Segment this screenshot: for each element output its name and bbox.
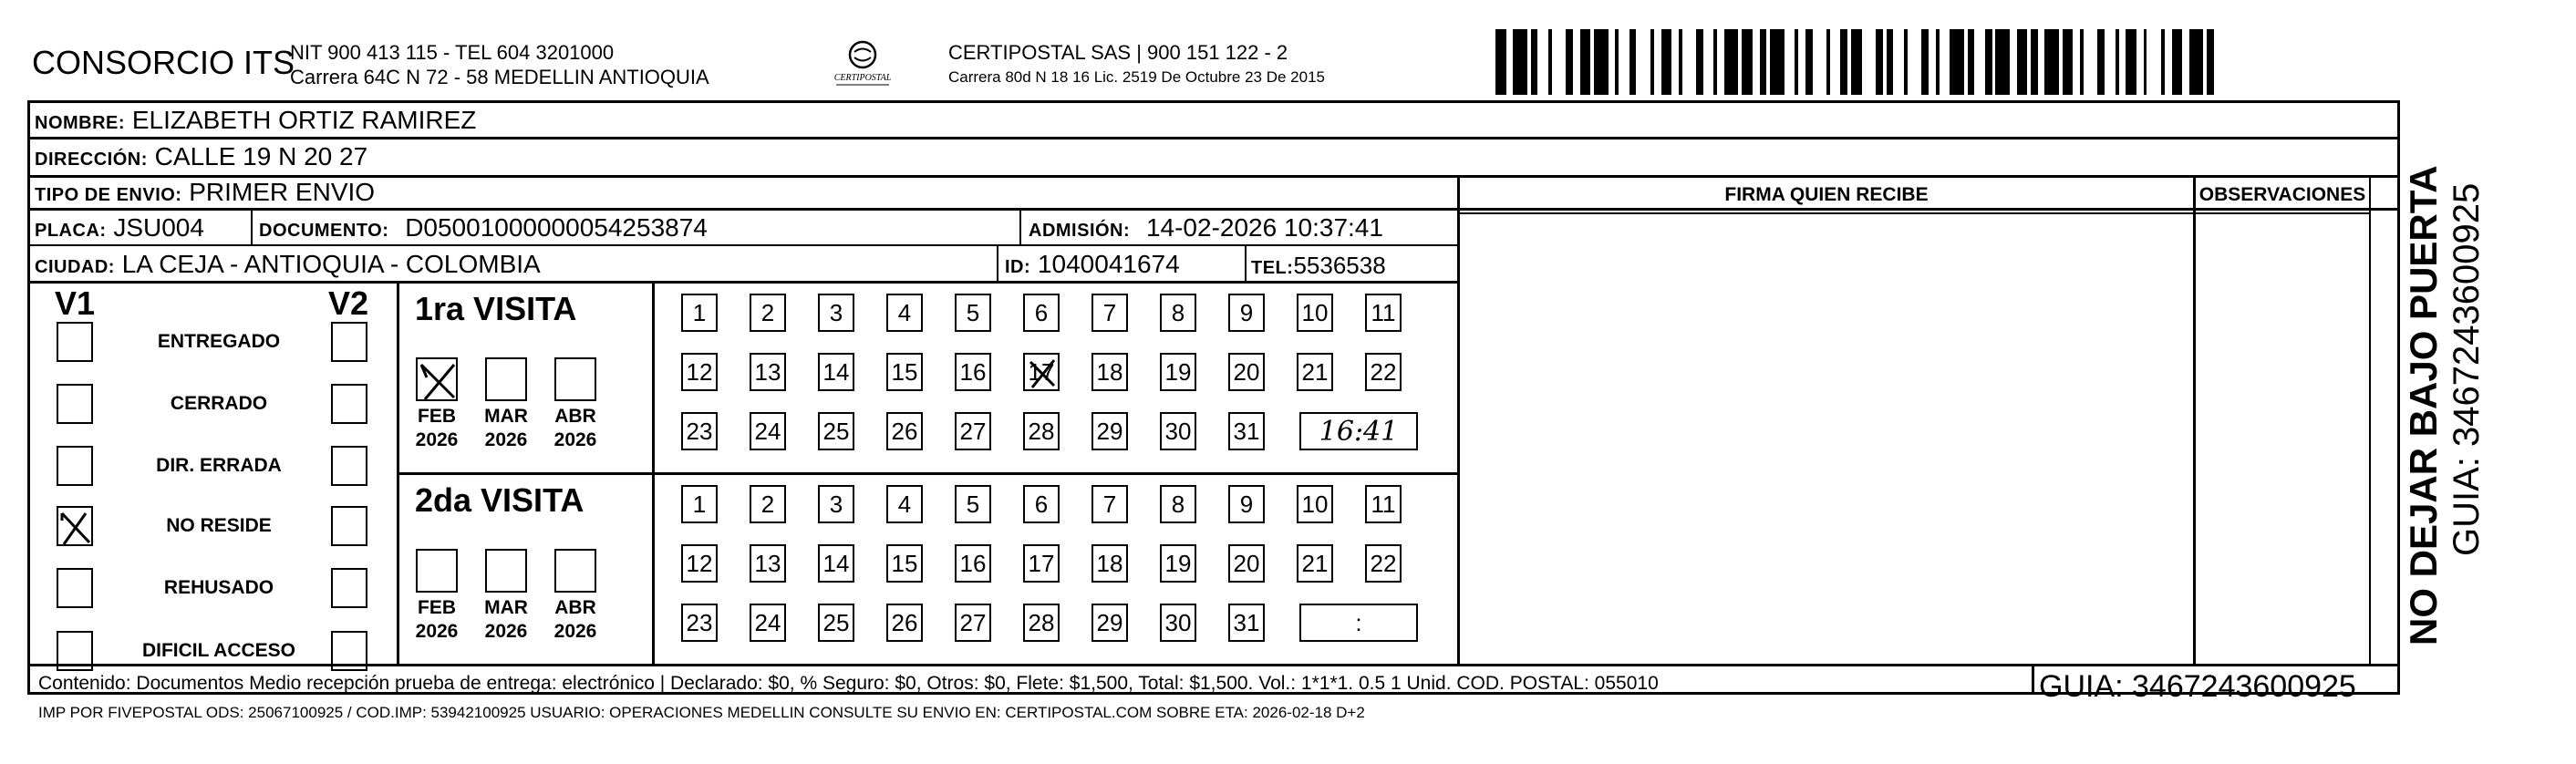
month-checkbox[interactable] [416, 549, 458, 593]
side-guia: GUIA: 3467243600925 [2447, 182, 2487, 556]
day-number: 18 [1096, 549, 1123, 577]
day-number: 22 [1370, 549, 1397, 577]
company-nit: NIT 900 413 115 - TEL 604 3201000 [290, 41, 615, 64]
day-box[interactable] [1023, 353, 1060, 391]
day-number: 27 [959, 608, 987, 636]
day-box[interactable] [1023, 485, 1060, 523]
visit-title: 1ra VISITA [415, 290, 577, 327]
day-box[interactable] [750, 353, 786, 391]
day-number: 6 [1034, 298, 1049, 326]
admision-label: ADMISIÓN: [1029, 221, 1131, 241]
visit-time[interactable]: 16:41 [1299, 412, 1418, 450]
day-box[interactable] [1023, 294, 1060, 332]
day-number: 31 [1233, 417, 1260, 445]
month-label [405, 405, 469, 452]
v2-checkbox[interactable] [331, 631, 367, 671]
day-number: 8 [1171, 490, 1185, 518]
tel-label: TEL: [1251, 258, 1294, 278]
day-box[interactable] [955, 353, 991, 391]
ciudad-label: CIUDAD: [35, 257, 115, 277]
day-number: 30 [1164, 417, 1192, 445]
certipostal-logo [825, 36, 900, 89]
day-box[interactable] [1297, 485, 1333, 523]
month-label [543, 596, 607, 644]
id-value: 1040041674 [1037, 250, 1180, 278]
day-number: 24 [754, 608, 781, 636]
day-number: 14 [822, 357, 850, 386]
nombre-row [35, 106, 476, 135]
day-number: 20 [1233, 549, 1260, 577]
warning-text: NO DEJAR BAJO PUERTA [2402, 165, 2445, 645]
company-address: Carrera 64C N 72 - 58 MEDELLIN ANTIOQUIA [290, 66, 709, 88]
direccion-label: DIRECCIÓN: [35, 150, 148, 170]
day-box[interactable] [955, 604, 991, 642]
documento-value: D05001000000054253874 [405, 213, 708, 242]
firma-header: FIRMA QUIEN RECIBE [1724, 184, 1929, 205]
day-box[interactable] [1228, 353, 1265, 391]
signature-area[interactable] [1459, 215, 2193, 664]
day-box[interactable] [818, 604, 854, 642]
placa-field [35, 213, 204, 243]
day-box[interactable] [1091, 353, 1128, 391]
month-year: 2026 [553, 621, 597, 642]
day-number: 17 [1028, 549, 1055, 577]
day-number: 10 [1301, 298, 1329, 326]
v2-checkbox[interactable] [331, 446, 367, 486]
day-cross-mark [1025, 355, 1061, 393]
day-box[interactable] [1297, 544, 1333, 583]
month-label [405, 596, 469, 644]
status-label: REHUSADO [163, 577, 274, 598]
day-number: 8 [1171, 298, 1185, 326]
month-checkbox[interactable] [554, 549, 596, 593]
day-number: 9 [1239, 298, 1254, 326]
day-number: 5 [966, 490, 980, 518]
day-box[interactable] [818, 412, 854, 450]
month-name: MAR [484, 406, 528, 427]
day-box[interactable] [750, 485, 786, 523]
v2-checkbox[interactable] [331, 322, 367, 362]
day-box[interactable] [886, 544, 923, 583]
day-box[interactable] [1228, 544, 1265, 583]
v1-checkbox[interactable] [57, 631, 93, 671]
documento-field [259, 213, 708, 243]
month-year: 2026 [484, 621, 528, 642]
v1-header: V1 [55, 284, 96, 322]
day-number: 2 [760, 490, 775, 518]
day-number: 4 [897, 490, 912, 518]
day-number: 26 [891, 608, 918, 636]
day-box[interactable] [1091, 604, 1128, 642]
day-number: 15 [891, 357, 918, 386]
day-box[interactable] [681, 412, 718, 450]
status-label: CERRADO [170, 393, 268, 414]
visit-time[interactable]: : [1299, 604, 1418, 642]
v2-checkbox[interactable] [331, 506, 367, 546]
month-name: ABR [554, 597, 596, 618]
day-number: 12 [686, 549, 713, 577]
day-box[interactable] [955, 544, 991, 583]
day-number: 9 [1239, 490, 1254, 518]
v1-checkbox[interactable] [57, 568, 93, 608]
observations-area[interactable] [2196, 215, 2369, 664]
svg-text:CERTIPOSTAL: CERTIPOSTAL [833, 73, 892, 83]
day-box[interactable] [1160, 485, 1196, 523]
v1-checkbox[interactable] [57, 384, 93, 424]
v2-checkbox[interactable] [331, 384, 367, 424]
day-number: 15 [891, 549, 918, 577]
month-checkbox[interactable] [485, 549, 527, 593]
day-box[interactable] [1160, 604, 1196, 642]
day-number: 29 [1096, 608, 1123, 636]
admision-value: 14-02-2026 10:37:41 [1145, 213, 1383, 242]
guia-number: GUIA: 3467243600925 [2039, 669, 2356, 704]
day-number: 11 [1371, 490, 1396, 518]
day-box[interactable] [1228, 294, 1265, 332]
content-details: Contenido: Documentos Medio recepción prueba de entrega: electrónico | Declarado: $0, % Seguro: $0, Otros: $0, Flete: $1,500, Total: $1,500. Vol.: 1*1*1. 0.5 1 Unid. COD. POSTAL: 055010 [38, 673, 1659, 694]
day-number: 26 [891, 417, 918, 445]
month-label [543, 405, 607, 452]
barcode [1495, 29, 2225, 95]
day-number: 25 [822, 608, 850, 636]
day-box[interactable] [1365, 353, 1402, 391]
placa-value: JSU004 [113, 213, 204, 242]
day-box[interactable] [1228, 604, 1265, 642]
day-number: 11 [1371, 298, 1396, 326]
day-box[interactable] [1228, 485, 1265, 523]
month-name: FEB [418, 406, 456, 427]
v1-checkbox[interactable] [57, 322, 93, 362]
day-box[interactable] [1228, 412, 1265, 450]
day-number: 5 [966, 298, 980, 326]
print-details: IMP POR FIVEPOSTAL ODS: 25067100925 / COD.IMP: 53942100925 USUARIO: OPERACIONES MEDELLIN CONSULTE SU ENVIO EN: CERTIPOSTAL.COM SOBRE ETA: 2026-02-18 D+2 [38, 704, 1365, 721]
day-number: 7 [1102, 298, 1117, 326]
ciudad-field [35, 250, 541, 279]
day-box[interactable] [886, 604, 923, 642]
day-number: 25 [822, 417, 850, 445]
day-number: 12 [686, 357, 713, 386]
day-box[interactable] [681, 604, 718, 642]
day-number: 3 [829, 490, 843, 518]
day-number: 10 [1301, 490, 1329, 518]
day-box[interactable] [1365, 544, 1402, 583]
day-box[interactable] [955, 412, 991, 450]
day-number: 20 [1233, 357, 1260, 386]
placa-label: PLACA: [35, 221, 107, 241]
day-number: 14 [822, 549, 850, 577]
day-number: 19 [1164, 357, 1192, 386]
status-label: DIFICIL ACCESO [141, 640, 295, 661]
v2-header: V2 [328, 284, 369, 322]
day-number: 30 [1164, 608, 1192, 636]
month-year: 2026 [553, 429, 597, 450]
day-number: 22 [1370, 357, 1397, 386]
month-name: ABR [554, 406, 596, 427]
company-name: CONSORCIO ITS [32, 44, 295, 81]
day-box[interactable] [1091, 412, 1128, 450]
day-box[interactable] [886, 412, 923, 450]
day-number: 23 [686, 608, 713, 636]
day-box[interactable] [750, 294, 786, 332]
v1-checkbox[interactable] [57, 506, 93, 546]
day-box[interactable] [886, 294, 923, 332]
day-box[interactable] [750, 604, 786, 642]
day-box[interactable] [681, 485, 718, 523]
documento-label: DOCUMENTO: [259, 221, 389, 241]
month-checkbox[interactable] [554, 357, 596, 401]
ciudad-value: LA CEJA - ANTIOQUIA - COLOMBIA [121, 250, 541, 278]
status-label: ENTREGADO [157, 331, 281, 352]
day-box[interactable] [1091, 485, 1128, 523]
day-number: 7 [1102, 490, 1117, 518]
status-label: NO RESIDE [166, 515, 272, 536]
day-number: 6 [1034, 490, 1049, 518]
day-box[interactable] [818, 294, 854, 332]
day-box[interactable] [750, 412, 786, 450]
tel-field [1251, 252, 1386, 280]
month-label [474, 405, 538, 452]
day-box[interactable] [1297, 353, 1333, 391]
day-box[interactable] [750, 544, 786, 583]
tipo-envio-row [35, 178, 375, 207]
nombre-value: ELIZABETH ORTIZ RAMIREZ [131, 106, 477, 134]
day-box[interactable] [1023, 412, 1060, 450]
month-checkbox[interactable] [485, 357, 527, 401]
day-number: 23 [686, 417, 713, 445]
tel-value: 5536538 [1293, 252, 1386, 279]
day-box[interactable] [1365, 294, 1402, 332]
status-label: DIR. ERRADA [156, 455, 282, 476]
day-number: 16 [959, 357, 987, 386]
day-number: 19 [1164, 549, 1192, 577]
company-info [290, 40, 709, 89]
day-box[interactable] [1297, 294, 1333, 332]
day-box[interactable] [1160, 412, 1196, 450]
day-number: 21 [1301, 549, 1329, 577]
month-label [474, 596, 538, 644]
month-name: FEB [418, 597, 456, 618]
day-number: 3 [829, 298, 843, 326]
day-number: 1 [692, 298, 707, 326]
day-number: 18 [1096, 357, 1123, 386]
id-label: ID: [1005, 257, 1031, 277]
direccion-row [35, 142, 367, 171]
month-year: 2026 [415, 429, 459, 450]
day-number: 13 [754, 549, 781, 577]
day-number: 28 [1028, 417, 1055, 445]
day-box[interactable] [1023, 604, 1060, 642]
day-number: 4 [897, 298, 912, 326]
month-year: 2026 [415, 621, 459, 642]
day-number: 24 [754, 417, 781, 445]
day-box[interactable] [886, 353, 923, 391]
direccion-value: CALLE 19 N 20 27 [154, 142, 368, 170]
day-box[interactable] [681, 544, 718, 583]
courier-license: Carrera 80d N 18 16 Lic. 2519 De Octubre 23 De 2015 [948, 68, 1325, 86]
day-number: 17 [1028, 357, 1055, 386]
month-name: MAR [484, 597, 528, 618]
day-box[interactable] [1160, 544, 1196, 583]
month-year: 2026 [484, 429, 528, 450]
v2-checkbox[interactable] [331, 568, 367, 608]
day-number: 28 [1028, 608, 1055, 636]
day-number: 16 [959, 549, 987, 577]
day-box[interactable] [1091, 544, 1128, 583]
day-box[interactable] [1160, 294, 1196, 332]
day-box[interactable] [681, 294, 718, 332]
nombre-label: NOMBRE: [35, 113, 126, 133]
day-box[interactable] [1091, 294, 1128, 332]
day-number: 2 [760, 298, 775, 326]
day-number: 31 [1233, 608, 1260, 636]
day-box[interactable] [681, 353, 718, 391]
day-number: 1 [692, 490, 707, 518]
observaciones-header: OBSERVACIONES [2198, 184, 2366, 205]
day-number: 21 [1301, 357, 1329, 386]
tipo-envio-value: PRIMER ENVIO [189, 178, 376, 206]
visit-title: 2da VISITA [415, 481, 585, 519]
day-box[interactable] [818, 485, 854, 523]
day-box[interactable] [1160, 353, 1196, 391]
id-field [1005, 250, 1180, 279]
tipo-envio-label: TIPO DE ENVIO: [35, 185, 182, 205]
month-checkbox[interactable] [416, 357, 458, 401]
day-box[interactable] [1365, 485, 1402, 523]
admision-field [1029, 213, 1383, 243]
day-box[interactable] [818, 353, 854, 391]
v1-checkbox[interactable] [57, 446, 93, 486]
courier-name: CERTIPOSTAL SAS | 900 151 122 - 2 [948, 41, 1288, 64]
day-box[interactable] [955, 294, 991, 332]
day-box[interactable] [1023, 544, 1060, 583]
courier-info [948, 40, 1325, 89]
day-box[interactable] [955, 485, 991, 523]
day-box[interactable] [818, 544, 854, 583]
day-number: 13 [754, 357, 781, 386]
day-number: 29 [1096, 417, 1123, 445]
day-number: 27 [959, 417, 987, 445]
day-box[interactable] [886, 485, 923, 523]
